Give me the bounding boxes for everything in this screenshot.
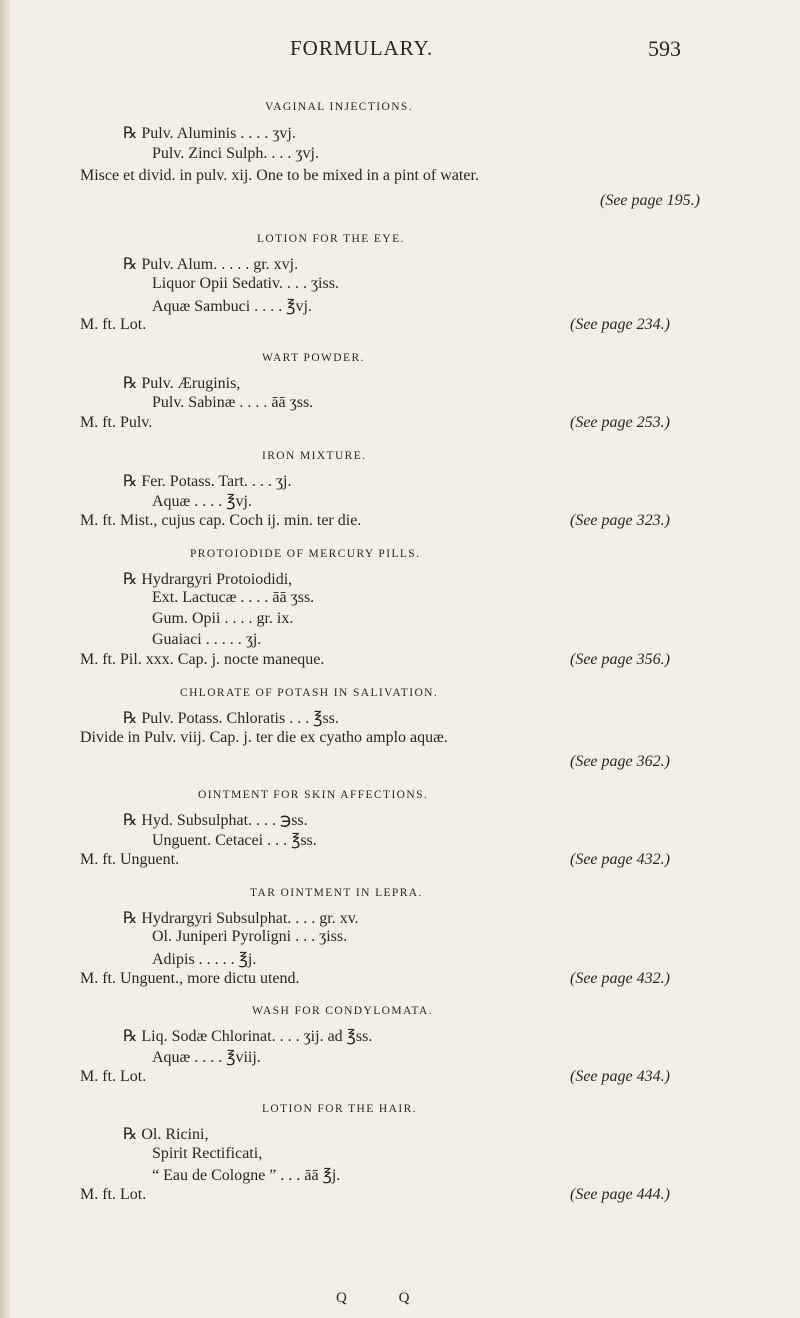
page-reference: (See page 434.): [570, 1068, 670, 1085]
section-title-ointment-skin: OINTMENT FOR SKIN AFFECTIONS.: [198, 789, 429, 801]
signature-mark: Q Q: [336, 1290, 434, 1306]
recipe-line: ℞ Fer. Potass. Tart. . . . ʒj.: [123, 473, 292, 490]
recipe-line: M. ft. Pil. xxx. Cap. j. nocte maneque.: [80, 651, 325, 668]
recipe-line: Spirit Rectificati,: [152, 1145, 263, 1162]
section-title-wart-powder: WART POWDER.: [262, 352, 365, 364]
recipe-line: Misce et divid. in pulv. xij. One to be mixed in a pint of water.: [80, 167, 479, 184]
recipe-line: ℞ Pulv. Aluminis . . . . ʒvj.: [123, 125, 296, 142]
page-reference: (See page 234.): [570, 316, 670, 333]
recipe-line: “ Eau de Cologne ” . . . āā ℥j.: [152, 1167, 341, 1184]
page-binding-edge: [0, 0, 10, 1318]
page-reference: (See page 195.): [600, 192, 700, 209]
recipe-line: ℞ Liq. Sodæ Chlorinat. . . . ʒij. ad ℥ss.: [123, 1028, 373, 1045]
recipe-line: ℞ Pulv. Æruginis,: [123, 375, 241, 392]
recipe-line: M. ft. Unguent., more dictu utend.: [80, 970, 300, 987]
section-title-iron-mixture: IRON MIXTURE.: [262, 450, 367, 462]
recipe-line: M. ft. Lot.: [80, 1068, 147, 1085]
page-number: 593: [648, 36, 681, 61]
section-title-wash-condylomata: WASH FOR CONDYLOMATA.: [252, 1005, 433, 1017]
recipe-line: Unguent. Cetacei . . . ℥ss.: [152, 832, 317, 849]
recipe-line: M. ft. Lot.: [80, 1186, 147, 1203]
section-title-tar-ointment: TAR OINTMENT IN LEPRA.: [250, 887, 423, 899]
recipe-line: ℞ Hyd. Subsulphat. . . . ℈ss.: [123, 812, 308, 829]
section-title-lotion-for-the-eye: LOTION FOR THE EYE.: [257, 233, 405, 245]
recipe-line: ℞ Pulv. Alum. . . . . gr. xvj.: [123, 256, 299, 273]
page-reference: (See page 444.): [570, 1186, 670, 1203]
section-title-protoiodide-pills: PROTOIODIDE OF MERCURY PILLS.: [190, 548, 421, 560]
section-title-lotion-for-hair: LOTION FOR THE HAIR.: [262, 1103, 417, 1115]
page-reference: (See page 356.): [570, 651, 670, 668]
recipe-line: Guaiaci . . . . . ʒj.: [152, 631, 262, 648]
page-reference: (See page 323.): [570, 512, 670, 529]
page-reference: (See page 432.): [570, 970, 670, 987]
section-title-chlorate-of-potash: CHLORATE OF POTASH IN SALIVATION.: [180, 687, 439, 699]
page-reference: (See page 432.): [570, 851, 670, 868]
recipe-line: M. ft. Pulv.: [80, 414, 153, 431]
running-title: FORMULARY.: [290, 36, 434, 60]
section-title-vaginal-injections: VAGINAL INJECTIONS.: [265, 101, 413, 113]
page-reference: (See page 362.): [570, 753, 670, 770]
recipe-line: ℞ Hydrargyri Protoiodidi,: [123, 571, 293, 588]
recipe-line: Aquæ Sambuci . . . . ℥vj.: [152, 298, 312, 315]
recipe-line: Aquæ . . . . ℥vj.: [152, 493, 252, 510]
recipe-line: Pulv. Zinci Sulph. . . . ʒvj.: [152, 145, 319, 162]
recipe-line: Gum. Opii . . . . gr. ix.: [152, 610, 294, 627]
recipe-line: M. ft. Mist., cujus cap. Coch ij. min. ter die.: [80, 512, 362, 529]
page-reference: (See page 253.): [570, 414, 670, 431]
recipe-line: ℞ Ol. Ricini,: [123, 1126, 209, 1143]
recipe-line: Adipis . . . . . ℥j.: [152, 951, 257, 968]
recipe-line: Liquor Opii Sedativ. . . . ʒiss.: [152, 275, 339, 292]
recipe-line: M. ft. Lot.: [80, 316, 147, 333]
recipe-line: Pulv. Sabinæ . . . . āā ʒss.: [152, 394, 314, 411]
recipe-line: Aquæ . . . . ℥viij.: [152, 1049, 261, 1066]
recipe-line: M. ft. Unguent.: [80, 851, 180, 868]
recipe-line: Divide in Pulv. viij. Cap. j. ter die ex cyatho amplo aquæ.: [80, 729, 448, 746]
recipe-line: Ext. Lactucæ . . . . āā ʒss.: [152, 589, 315, 606]
recipe-line: ℞ Pulv. Potass. Chloratis . . . ℥ss.: [123, 710, 339, 727]
recipe-line: ℞ Hydrargyri Subsulphat. . . . gr. xv.: [123, 910, 359, 927]
recipe-line: Ol. Juniperi Pyroligni . . . ʒiss.: [152, 928, 348, 945]
